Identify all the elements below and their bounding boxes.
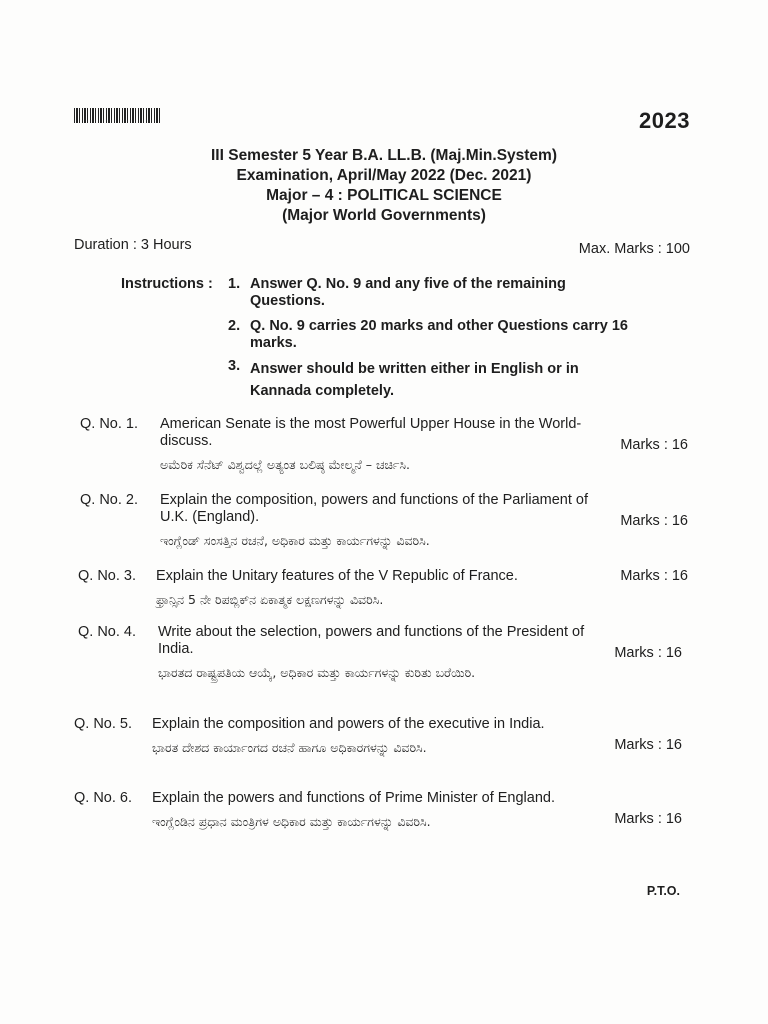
question-marks: Marks : 16 [614, 645, 682, 661]
instructions [121, 276, 641, 410]
question-marks: Marks : 16 [614, 737, 682, 753]
header-line-exam: Examination, April/May 2022 (Dec. 2021) [236, 167, 532, 184]
instruction-text: Q. No. 9 carries 20 marks and other Questions carry 16 marks. [250, 318, 628, 351]
header-line-paper: (Major World Governments) [282, 207, 486, 224]
question-item [74, 716, 694, 756]
question-text: Explain the Unitary features of the V Republic of France. [156, 568, 518, 584]
question-text-kannada: ಇಂಗ್ಲೆಂಡಿನ ಪ್ರಧಾನ ಮಂತ್ರಿಗಳ ಅಧಿಕಾರ ಮತ್ತು ಕಾರ್ಯಗಳನ್ನು ವಿವರಿಸಿ. [152, 814, 431, 829]
instruction-item [121, 318, 641, 352]
question-number: Q. No. 4. [78, 624, 137, 640]
question-text-kannada: ಅಮೆರಿಕ ಸೆನೆಟ್ ವಿಶ್ವದಲ್ಲೆ ಅತ್ಯಂತ ಬಲಿಷ್ಠ ಮೇಲ್ಮನೆ – ಚರ್ಚಿಸಿ. [160, 457, 410, 472]
max-marks: Max. Marks : 100 [578, 241, 690, 257]
instruction-item [121, 276, 641, 310]
question-text: Explain the composition and powers of the executive in India. [152, 716, 545, 732]
question-number: Q. No. 5. [74, 716, 133, 732]
instruction-text: Answer should be written either in English or in Kannada completely. [250, 361, 579, 399]
question-text-kannada: ಇಂಗ್ಲೆಂಡ್ ಸಂಸತ್ತಿನ ರಚನೆ, ಅಧಿಕಾರ ಮತ್ತು ಕಾರ್ಯಗಳನ್ನು ವಿವರಿಸಿ. [160, 533, 430, 548]
paper-code: 2023 [639, 108, 690, 133]
question-marks: Marks : 16 [620, 568, 688, 584]
question-text-kannada: ಭಾರತದ ರಾಷ್ಟ್ರಪತಿಯ ಆಯ್ಕೆ, ಅಧಿಕಾರ ಮತ್ತು ಕಾರ್ಯಗಳನ್ನು ಕುರಿತು ಬರೆಯಿರಿ. [158, 665, 476, 680]
question-marks: Marks : 16 [620, 513, 688, 529]
question-number: Q. No. 6. [74, 790, 133, 806]
question-text-kannada: ಫ್ರಾನ್ಸಿನ 5 ನೇ ರಿಪಬ್ಲಿಕ್‌ನ ಏಕಾತ್ಮಕ ಲಕ್ಷಣಗಳನ್ನು ವಿವರಿಸಿ. [156, 592, 384, 607]
question-item [74, 790, 694, 830]
page-turn-over: P.T.O. [646, 884, 680, 898]
question-text: Explain the composition, powers and functions of the Parliament of U.K. (England). [160, 492, 588, 525]
question-number: Q. No. 2. [80, 492, 139, 508]
instruction-item [121, 358, 641, 402]
question-number: Q. No. 3. [78, 568, 137, 584]
question-marks: Marks : 16 [614, 811, 682, 827]
header-line-subject: Major – 4 : POLITICAL SCIENCE [266, 187, 502, 204]
exam-header [0, 146, 768, 226]
duration: Duration : 3 Hours [74, 237, 192, 253]
question-text: Explain the powers and functions of Prime Minister of England. [152, 790, 555, 806]
question-item [74, 416, 694, 473]
question-item [74, 624, 694, 681]
instructions-label: Instructions : [121, 276, 213, 292]
barcode-icon [74, 108, 160, 123]
question-item [74, 492, 694, 549]
header-line-course: III Semester 5 Year B.A. LL.B. (Maj.Min.System) [211, 147, 557, 164]
instruction-number: 2. [228, 318, 241, 334]
instruction-number: 1. [228, 276, 241, 292]
instruction-number: 3. [228, 358, 241, 374]
instruction-text: Answer Q. No. 9 and any five of the remaining Questions. [250, 276, 566, 309]
question-text: Write about the selection, powers and functions of the President of India. [158, 624, 585, 657]
question-number: Q. No. 1. [80, 416, 139, 432]
question-text-kannada: ಭಾರತ ದೇಶದ ಕಾರ್ಯಾಂಗದ ರಚನೆ ಹಾಗೂ ಅಧಿಕಾರಗಳನ್ನು ವಿವರಿಸಿ. [152, 740, 427, 755]
question-text: American Senate is the most Powerful Upper House in the World-discuss. [160, 416, 582, 449]
question-marks: Marks : 16 [620, 437, 688, 453]
question-item [74, 568, 694, 608]
